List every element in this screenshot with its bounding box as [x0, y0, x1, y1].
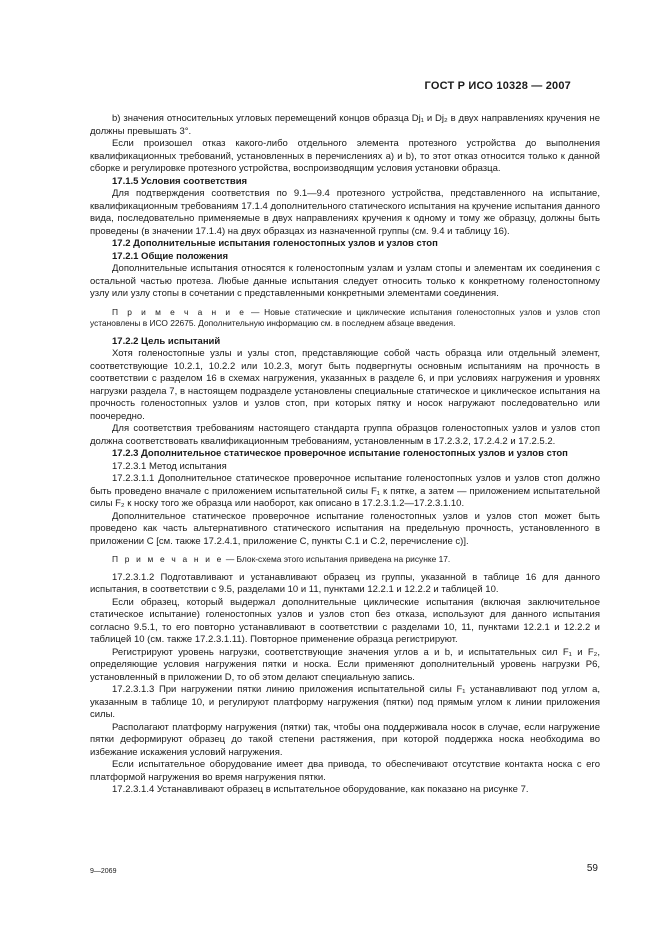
document-body: [90, 113, 600, 797]
paragraph: Дополнительное статическое проверочное испытание голеностопных узлов и узлов стоп может быть проведено как часть альтернативного статического испытания на предельную прочность, установленного в приложении C [см. также 17.2.4.1, приложение C, пункты C.1 и C.2, перечисление c)].: [90, 510, 600, 547]
paragraph: Если образец, который выдержал дополнительные циклические испытания (включая заключительное статическое испытание) голеностопных узлов и узлов стоп без отказа, используют для данного испытания согласно 9.5.1, то его повторно устанавливают в соответствии с разделами 10, 11, пунктами 12.2.1 и 12.2.2 и таблицей 10 (см. также 17.2.3.1.11). Повторное применение образца регистрируют.: [90, 596, 600, 645]
paragraph: Дополнительные испытания относятся к голеностопным узлам и узлам стопы и элементам их соединения с остальной частью протеза. Любые данные испытания следует относить только к конкретному голеностопному узлу или узлу стопы в сочетании с представленными конкретными элементами соединения.: [90, 263, 600, 299]
section-heading: 17.2.3 Дополнительное статическое проверочное испытание голеностопных узлов и узлов стоп: [112, 448, 568, 459]
note: [90, 554, 600, 566]
paragraph: 17.2.3.1.3 При нагружении пятки линию приложения испытательной силы F₁ устанавливают под углом a, указанным в таблице 10, и регулируют платформу нагружения (пятки) под прямым углом к линии приложения силы.: [90, 684, 600, 720]
subsection-heading: 17.2.3.1 Метод испытания: [112, 460, 227, 472]
paragraph: Для подтверждения соответствия по 9.1—9.4 протезного устройства, представленного на испытание, квалификационным требованиям 17.1.4 дополнительного статического испытания на кручение испытания данного вида, последовательно применяемые в двух направлениях кручения к одному и тому же образцу, должны быть проведены (в значении 17.1.4) на двух образцах из назначенной группы (см. 9.4 и таблицу 16).: [90, 188, 600, 237]
paragraph: 17.2.3.1.1 Дополнительное статическое проверочное испытание голеностопных узлов и узлов стоп должно быть проведено вначале с приложением испытательной силы F₁ к пятке, а затем — приложением испытательной силы F₂ к носку того же образца или наоборот, как описано в 17.2.3.1.2—17.2.3.1.10.: [90, 473, 600, 509]
footer-code: 9—2069: [90, 868, 117, 875]
section-heading: 17.2.1 Общие положения: [112, 250, 228, 262]
note-label: П р и м е ч а н и е: [112, 306, 247, 317]
paragraph: 17.2.3.1.4 Устанавливают образец в испытательное оборудование, как показано на рисунке 7.: [112, 784, 529, 795]
paragraph: Регистрируют уровень нагрузки, соответствующие значения углов a и b, и испытательных сил F₁ и F₂, определяющие условия нагружения пятки и носка. Если применяют дополнительный уровень нагрузки P6, установленный в приложении D, то об этом делают специальную запись.: [90, 646, 600, 683]
note-text: — Новые статические и циклические испытания голеностопных узлов и узлов стоп установлены в ИСО 22675. Дополнительную информацию см. в последнем абзаце введения.: [90, 306, 600, 328]
section-heading: 17.2 Дополнительные испытания голеностопных узлов и узлов стоп: [112, 238, 438, 249]
paragraph: Если испытательное оборудование имеет два привода, то обеспечивают отсутствие контакта носка с его платформой нагружения во время нагружения пятки.: [90, 759, 600, 783]
note: [90, 307, 600, 330]
section-heading: 17.1.5 Условия соответствия: [112, 175, 248, 187]
paragraph: Если произошел отказ какого-либо отдельного элемента протезного устройства до выполнения квалификационных требований, установленных в перечислениях a) и b), то этот отказ относится только к данной сборке и регулировке протезного устройства, воспроизводящим условия установки образца.: [90, 138, 600, 174]
paragraph: Для соответствия требованиям настоящего стандарта группа образцов голеностопных узлов и узлов стоп должна соответствовать квалификационным требованиям, установленным в 17.2.3.2, 17.2.4.2 и 17.2.5.2.: [90, 423, 600, 447]
paragraph: b) значения относительных угловых перемещений концов образца Dj₁ и Dj₂ в двух направлениях кручения не должны превышать 3°.: [90, 113, 600, 137]
section-heading: 17.2.2 Цель испытаний: [112, 335, 221, 347]
note-label: П р и м е ч а н и е: [112, 554, 224, 564]
paragraph: 17.2.3.1.2 Подготавливают и устанавливают образец из группы, указанной в таблице 16 для данного испытания, в соответствии с 9.5, разделами 10 и 11, пунктами 12.2.1 и 12.2.2 и таблицей 10.: [90, 571, 600, 595]
paragraph: Хотя голеностопные узлы и узлы стоп, представляющие собой часть образца или отдельный элемент, соответствующие 10.2.1, 10.2.2 или 10.2.3, могут быть подвергнуты основным испытаниям на прочность в соответствии с разделом 16 в схемах нагружения, указанных в разделе 6, и при условиях нагружения и уровнях нагрузки раздела 7, в настоящем подразделе установлены специальные статическое и циклическое испытания на прочность голеностопных узлов и узлов стоп, при которых пятку и носок нагружают последовательно или поочередно.: [90, 348, 600, 422]
note-text: — Блок-схема этого испытания приведена на рисунке 17.: [223, 554, 451, 564]
paragraph: Располагают платформу нагружения (пятки) так, чтобы она поддерживала носок в случае, если нагружение пятки деформируют образец до такой степени растяжения, при которой поддержка носка необходима во избежание искажения условий нагружения.: [90, 721, 600, 758]
page-number: 59: [586, 863, 598, 874]
page-header: ГОСТ Р ИСО 10328 — 2007: [424, 80, 571, 92]
